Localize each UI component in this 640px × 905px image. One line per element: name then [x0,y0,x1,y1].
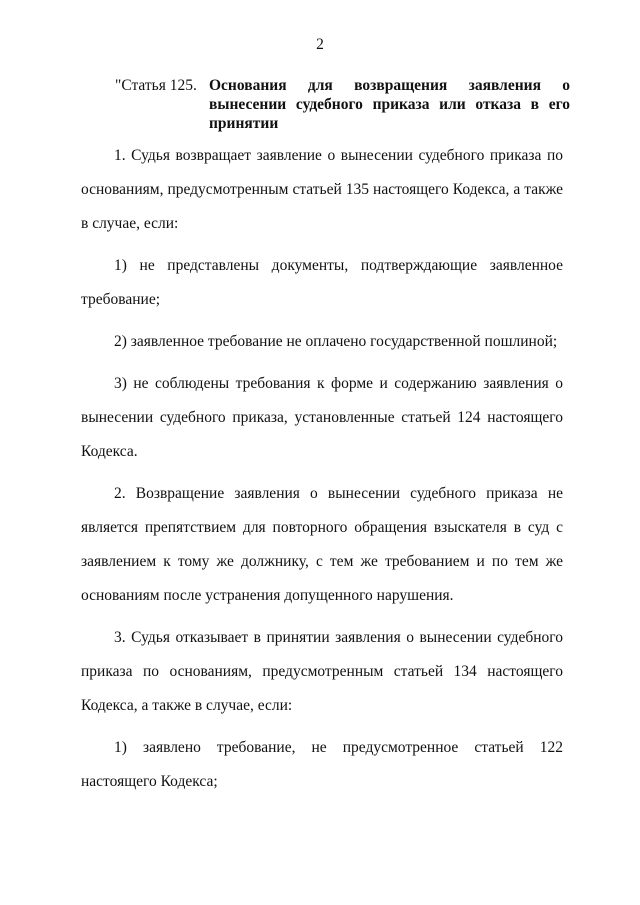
paragraph: 1. Судья возвращает заявление о вынесении судебного приказа по основаниям, предусмотренным статьей 135 настоящего Кодекса, а также в случае, если: [81,147,563,232]
paragraph: 2) заявленное требование не оплачено государственной пошлиной; [114,333,558,350]
article-body [81,139,563,807]
article-heading [115,76,570,133]
paragraph: 3) не соблюдены требования к форме и содержанию заявления о вынесении судебного приказа, установленные статьей 124 настоящего Кодекса. [81,375,563,460]
paragraph: 1) не представлены документы, подтверждающие заявленное требование; [81,257,563,308]
article-number: "Статья 125. [115,77,197,94]
paragraph: 2. Возвращение заявления о вынесении судебного приказа не является препятствием для повторного обращения взыскателя в суд с заявлением к тому же должнику, с тем же требованием и по тем же основаниям после устранения допущенного нарушения. [81,485,563,604]
article-title: Основания для возвращения заявления о вынесении судебного приказа или отказа в его принятии [209,77,570,132]
paragraph: 1) заявлено требование, не предусмотренное статьей 122 настоящего Кодекса; [81,739,563,790]
paragraph: 3. Судья отказывает в принятии заявления о вынесении судебного приказа по основаниям, предусмотренным статьей 134 настоящего Кодекса, а также в случае, если: [81,629,563,714]
page-number: 2 [316,36,324,53]
